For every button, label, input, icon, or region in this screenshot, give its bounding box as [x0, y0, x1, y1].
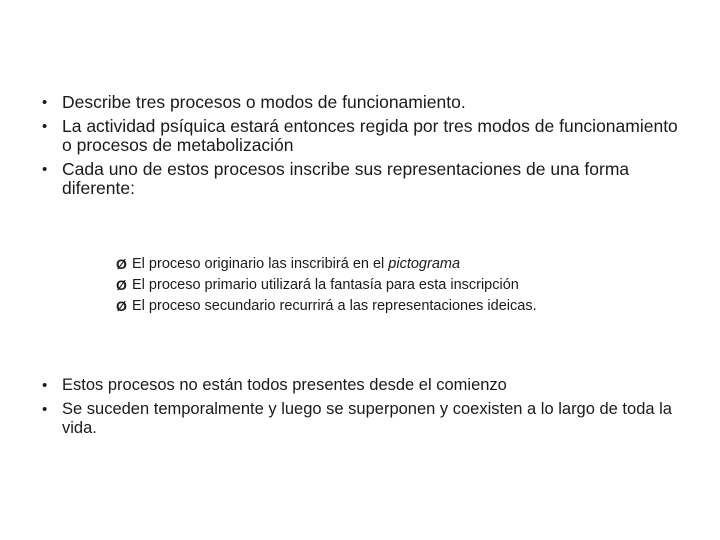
- bullet-item: [40, 400, 680, 438]
- bullet-icon: •: [42, 161, 48, 178]
- arrow-emphasis: pictograma: [388, 256, 461, 272]
- arrow-bullet-icon: Ø: [116, 277, 127, 293]
- bullet-icon: •: [42, 94, 48, 111]
- bullet-text: Se suceden temporalmente y luego se superponen y coexisten a lo largo de toda la vida.: [62, 400, 672, 437]
- bullet-text: Estos procesos no están todos presentes desde el comienzo: [62, 376, 507, 394]
- bullet-text: Cada uno de estos procesos inscribe sus representaciones de una forma diferente:: [62, 159, 630, 198]
- bullet-icon: •: [42, 118, 48, 135]
- arrow-bullet-icon: Ø: [116, 298, 127, 314]
- main-bullet-list: [40, 93, 680, 203]
- closing-bullet-list: [40, 376, 680, 443]
- bullet-item: [40, 160, 680, 198]
- bullet-item: [40, 376, 680, 395]
- arrow-text: El proceso primario utilizará la fantasía para esta inscripción: [132, 277, 519, 293]
- bullet-icon: •: [42, 401, 48, 418]
- sub-arrow-list: [116, 254, 676, 317]
- bullet-text: La actividad psíquica estará entonces regida por tres modos de funcionamiento o procesos de metabolización: [62, 116, 678, 155]
- arrow-item: [116, 254, 676, 275]
- bullet-item: [40, 117, 680, 155]
- arrow-text: El proceso secundario recurrirá a las representaciones ideicas.: [132, 298, 537, 314]
- bullet-item: [40, 93, 680, 112]
- arrow-text: El proceso originario las inscribirá en el: [132, 256, 389, 272]
- arrow-item: [116, 275, 676, 296]
- bullet-icon: •: [42, 377, 48, 394]
- bullet-text: Describe tres procesos o modos de funcionamiento.: [62, 92, 466, 112]
- arrow-item: [116, 296, 676, 317]
- arrow-bullet-icon: Ø: [116, 256, 127, 272]
